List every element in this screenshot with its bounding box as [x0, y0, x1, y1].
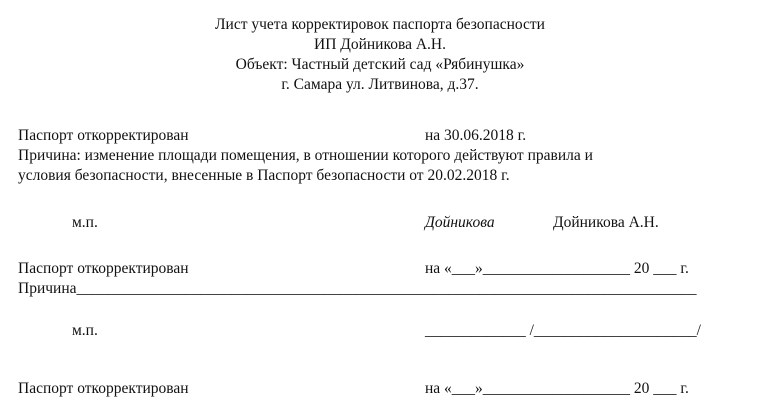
entry-2-signature-line: _____________ /_____________________/ [425, 322, 701, 339]
entry-1-date: на 30.06.2018 г. [425, 127, 527, 144]
entry-1-signer: Дойникова А.Н. [553, 214, 659, 231]
entry-1-stamp: м.п. [72, 214, 98, 231]
entry-2-reason: Причина________________________________________________________________________________ [18, 280, 697, 297]
entry-2-stamp: м.п. [72, 322, 98, 339]
entry-1-reason-line-2: условия безопасности, внесенные в Паспорт безопасности от 20.02.2018 г. [18, 167, 510, 184]
entry-2-label: Паспорт откорректирован [18, 260, 189, 277]
entry-1-reason-line-1: Причина: изменение площади помещения, в отношении которого действуют правила и [18, 147, 593, 164]
entry-1-signature: Дойникова [425, 214, 495, 231]
entry-1-label: Паспорт откорректирован [18, 127, 189, 144]
entry-3-date: на «___»___________________ 20 ___ г. [425, 380, 689, 397]
document-title: Лист учета корректировок паспорта безопасности [215, 16, 545, 33]
entry-3-label: Паспорт откорректирован [18, 380, 189, 397]
object-name: Объект: Частный детский сад «Рябинушка» [235, 56, 525, 73]
owner-name: ИП Дойникова А.Н. [314, 36, 446, 53]
entry-2-date: на «___»___________________ 20 ___ г. [425, 260, 689, 277]
object-address: г. Самара ул. Литвинова, д.37. [281, 76, 479, 93]
